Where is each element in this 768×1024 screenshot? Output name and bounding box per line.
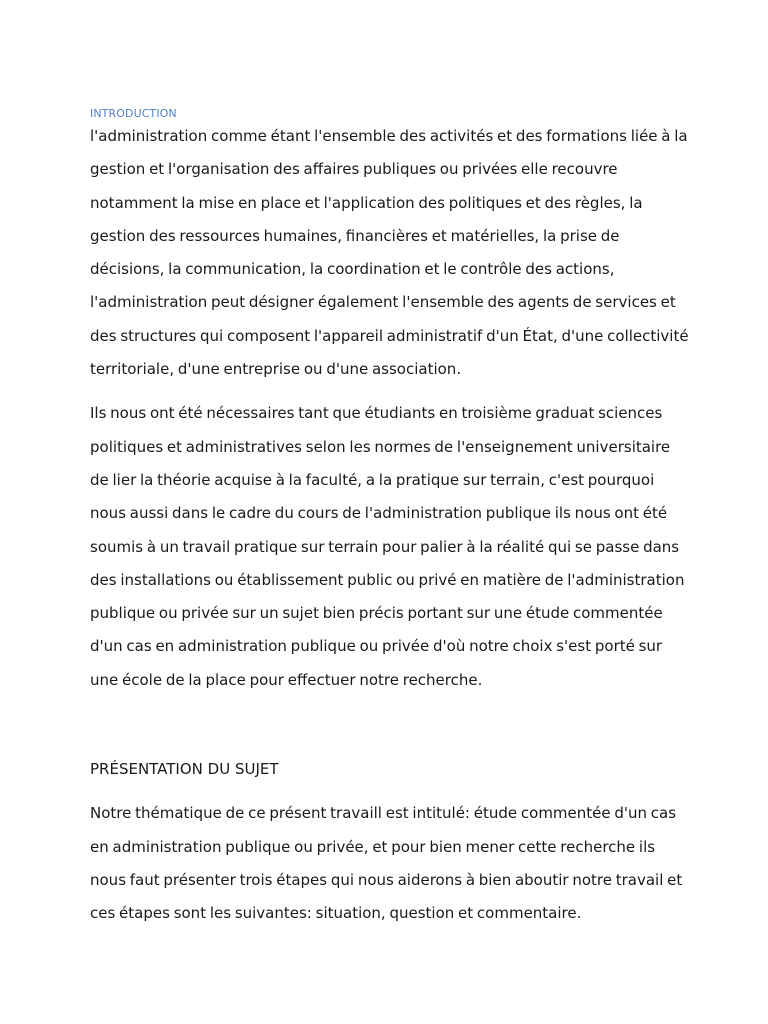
document-body (90, 106, 690, 931)
introduction-paragraph: l'administration comme étant l'ensemble des activités et des formations liée à la gestion et l'organisation des affaires publiques ou privées elle recouvre notamment la mise en place et l'application des politiques et des règles, la gestion des ressources humaines, financières et matérielles, la prise de décisions, la communication, la coordination et le contrôle des actions, l'administration peut désigner également l'ensemble des agents de services et des structures qui composent l'appareil administratif d'un État, d'une collectivité territoriale, d'une entreprise ou d'une association. (90, 127, 689, 379)
subject-paragraph: Notre thématique de ce présent travaill est intitulé: étude commentée d'un cas en administration publique ou privée, et pour bien mener cette recherche ils nous faut présenter trois étapes qui nous aiderons à bien aboutir notre travail et ces étapes sont les suivantes: situation, question et commentaire. (90, 804, 683, 923)
subject-heading: PRÉSENTATION DU SUJET (90, 760, 279, 779)
introduction-heading: INTRODUCTION (90, 107, 177, 120)
context-paragraph: Ils nous ont été nécessaires tant que étudiants en troisième graduat sciences politiques et administratives selon les normes de l'enseignement universitaire de lier la théorie acquise à la faculté, a la pratique sur terrain, c'est pourquoi nous aussi dans le cadre du cours de l'administration publique ils nous ont été soumis à un travail pratique sur terrain pour palier à la réalité qui se passe dans des installations ou établissement public ou privé en matière de l'administration publique ou privée sur un sujet bien précis portant sur une étude commentée d'un cas en administration publique ou privée d'où notre choix s'est porté sur une école de la place pour effectuer notre recherche. (90, 404, 685, 689)
